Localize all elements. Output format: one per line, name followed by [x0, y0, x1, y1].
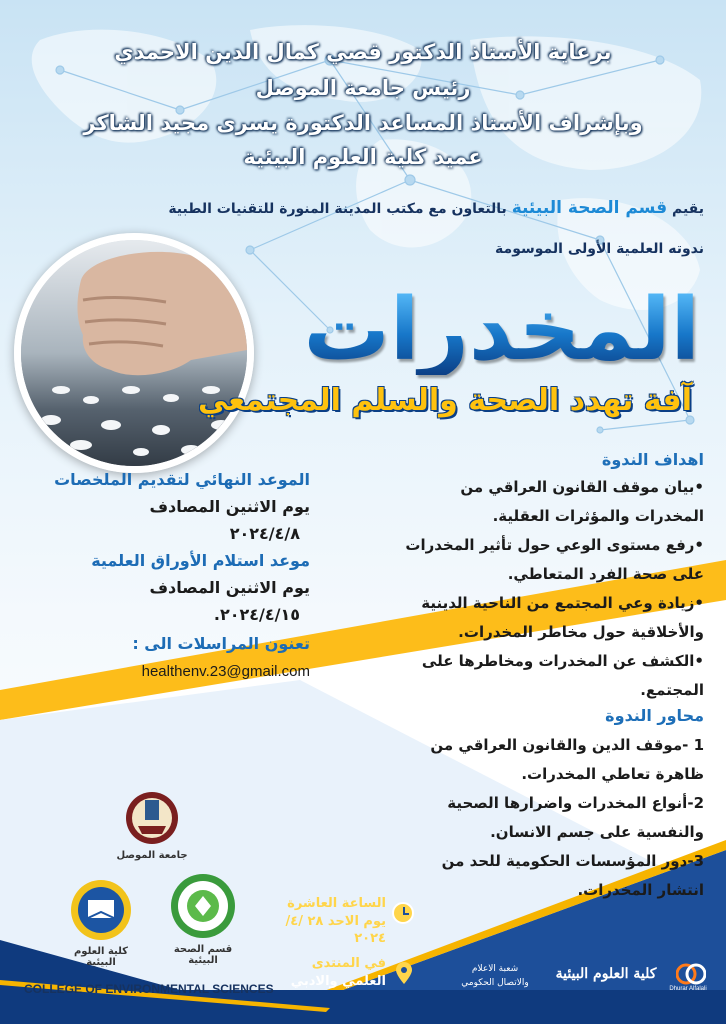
footer-branding — [450, 960, 710, 996]
contact-email[interactable]: healthenv.23@gmail.com — [141, 663, 310, 680]
subtitle: آفة تهدد الصحة والسلم المجتمعي — [197, 383, 692, 418]
location-pin-icon — [396, 962, 412, 984]
dean-line: عميد كلية العلوم البيئية — [243, 145, 483, 169]
objectives-heading: اهداف الندوة — [601, 450, 704, 469]
university-logo — [112, 790, 192, 860]
university-seal-icon — [112, 790, 192, 846]
patron-line: برعاية الأستاذ الدكتور قصي كمال الدين الاحمدي — [114, 40, 612, 64]
department-seal-icon — [162, 872, 244, 940]
objective-line: •رفع مستوى الوعي حول تأثير المخدرات — [405, 536, 704, 554]
axis-line: انتشار المخدرات. — [577, 881, 704, 899]
college-logo-caption: كلية العلوم البيئية — [73, 946, 129, 968]
objective-line: •بيان موقف القانون العراقي من — [460, 478, 704, 496]
event-date: يوم الاحد ٢٨ /٤/ ٢٠٢٤ — [285, 914, 386, 946]
objective-line: المجتمع. — [640, 681, 704, 699]
college-logo — [62, 878, 140, 968]
signature-logo-icon — [676, 962, 706, 986]
papers-day: يوم الاثنين المصادف — [149, 578, 310, 597]
university-president-line: رئيس جامعة الموصل — [255, 76, 471, 100]
department-logo — [162, 872, 244, 968]
intro-prefix: يقيم — [671, 201, 704, 217]
footer-college-brand: كلية العلوم البيئية — [555, 966, 657, 982]
main-title: المخدرات — [303, 280, 700, 380]
media-unit-line-2: والاتصال الحكومي — [461, 978, 529, 988]
deadlines-section — [30, 470, 310, 680]
axis-line: والنفسية على جسم الانسان. — [490, 823, 704, 841]
intro-line-2: ندوته العلمية الأولى الموسومة — [495, 241, 704, 257]
axis-line: 1 -موقف الدين والقانون العراقي من — [430, 736, 704, 754]
axis-line: ظاهرة تعاطي المخدرات. — [521, 765, 704, 783]
objective-line: •الكشف عن المخدرات ومخاطرها على — [421, 652, 704, 670]
department-name: قسم الصحة البيئية — [511, 198, 668, 218]
objective-line: •زيادة وعي المجتمع من الناحية الدينية — [421, 594, 704, 612]
fist-icon — [21, 240, 247, 466]
papers-date: ٢٠٢٤/٤/١٥. — [213, 605, 300, 624]
clock-icon — [392, 902, 414, 924]
footer-college-name: COLLEGE OF ENVIRONMENTAL SCIENCES — [24, 982, 274, 996]
department-logo-caption: قسم الصحة البيئية — [173, 944, 233, 966]
objectives-section — [344, 450, 704, 705]
papers-deadline-heading: موعد استلام الأوراق العلمية — [91, 551, 310, 570]
event-place-line-1: في المنتدى — [311, 956, 386, 971]
objective-line: والأخلاقية حول مخاطر المخدرات. — [458, 623, 704, 641]
event-place-line-2: العلمي والادبي — [290, 974, 386, 989]
fist-pills-photo — [14, 233, 254, 473]
axis-line: 3-دور المؤسسات الحكومية للحد من — [441, 852, 704, 870]
college-seal-icon — [62, 878, 140, 942]
intro-rest: بالتعاون مع مكتب المدينة المنورة للتقنيات الطبية — [168, 201, 507, 217]
supervisor-line: وبإشراف الأستاذ المساعد الدكتورة يسرى مجيد الشاكر — [83, 111, 643, 135]
objective-line: المخدرات والمؤثرات العقلية. — [492, 507, 704, 525]
contact-heading: تعنون المراسلات الى : — [132, 634, 310, 653]
axes-heading: محاور الندوة — [605, 706, 704, 725]
media-unit-line-1: شعبة الاعلام — [471, 964, 519, 974]
abstracts-date: ٢٠٢٤/٤/٨ — [229, 524, 300, 543]
university-logo-caption: جامعة الموصل — [116, 850, 188, 861]
objective-line: على صحة الفرد المتعاطي. — [507, 565, 704, 583]
abstracts-deadline-heading: الموعد النهائي لتقديم الملخصات — [54, 470, 310, 489]
axis-line: 2-أنواع المخدرات واضرارها الصحية — [447, 794, 704, 812]
intro-line — [104, 198, 704, 218]
signature-brand: Dhurar Alfalali — [669, 986, 707, 992]
abstracts-day: يوم الاثنين المصادف — [149, 497, 310, 516]
event-time: الساعة العاشرة — [287, 896, 386, 911]
axes-section — [344, 706, 704, 905]
